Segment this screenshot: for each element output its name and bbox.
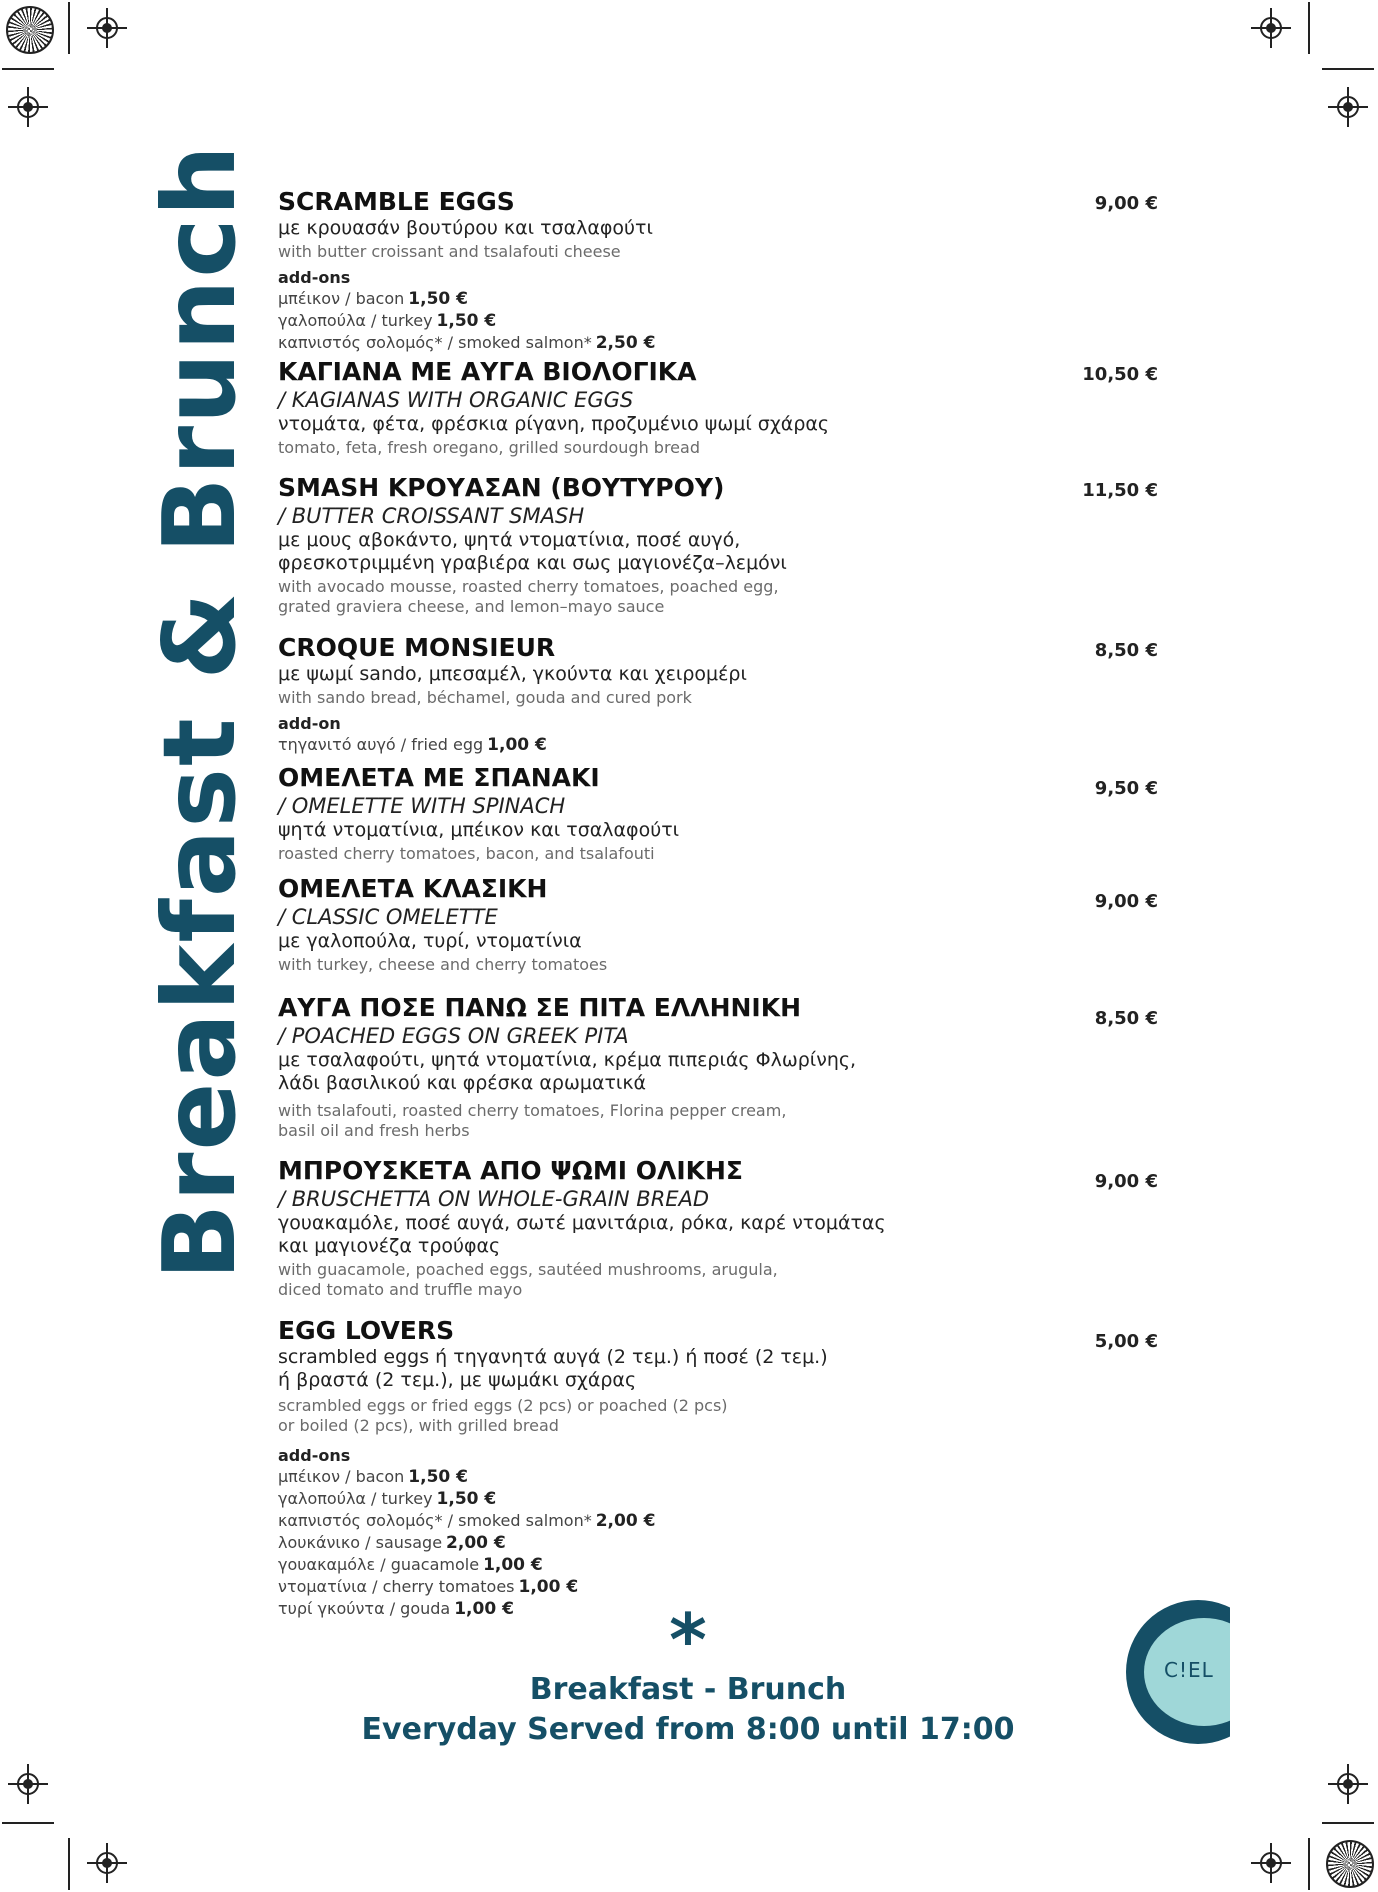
crop-mark [2, 1822, 54, 1824]
item-greek-description: με κρουασάν βουτύρου και τσαλαφούτι [278, 217, 653, 239]
item-price: 10,50 € [1082, 364, 1158, 385]
item-greek-description: ντομάτα, φέτα, φρέσκια ρίγανη, προζυμένιο ψωμί σχάρας [278, 413, 830, 435]
item-price: 9,50 € [1094, 778, 1158, 799]
addon-line: ντοματίνια / cherry tomatoes 1,00 € [278, 1577, 579, 1597]
crosshair-icon [8, 87, 48, 127]
registration-starburst-icon [1326, 1840, 1374, 1888]
addon-line: καπνιστός σολομός* / smoked salmon* 2,50 € [278, 333, 656, 353]
menu-item [278, 763, 918, 864]
item-english-description: with tsalafouti, roasted cherry tomatoes, Florina pepper cream, [278, 1101, 787, 1120]
item-greek-description: με γαλοπούλα, τυρί, ντοματίνια [278, 930, 582, 952]
item-english-description: scrambled eggs or fried eggs (2 pcs) or poached (2 pcs) [278, 1396, 728, 1415]
ciel-logo [1126, 1600, 1230, 1744]
crop-mark [2, 68, 54, 70]
item-greek-description: φρεσκοτριμμένη γραβιέρα και σως μαγιονέζα–λεμόνι [278, 552, 787, 574]
crop-mark [68, 1838, 70, 1890]
item-english-title: / BUTTER CROISSANT SMASH [278, 504, 585, 528]
menu-item [278, 473, 918, 617]
menu-item [278, 187, 918, 354]
item-name: ΜΠΡΟΥΣΚΕΤΑ ΑΠΟ ΨΩΜΙ ΟΛΙΚΗΣ [278, 1156, 743, 1185]
item-price: 9,00 € [1094, 193, 1158, 214]
menu-item [278, 1156, 918, 1300]
menu-item [278, 874, 918, 975]
item-price: 8,50 € [1094, 640, 1158, 661]
item-name: ΟΜΕΛΕΤΑ ΜΕ ΣΠΑΝΑΚΙ [278, 763, 600, 792]
item-greek-description: με τσαλαφούτι, ψητά ντοματίνια, κρέμα πιπεριάς Φλωρίνης, [278, 1049, 857, 1071]
item-name: EGG LOVERS [278, 1316, 455, 1345]
item-english-description: with butter croissant and tsalafouti cheese [278, 242, 621, 261]
logo-text: C!EL [1164, 1658, 1214, 1682]
addon-line: γαλοπούλα / turkey 1,50 € [278, 311, 497, 331]
item-english-description: roasted cherry tomatoes, bacon, and tsalafouti [278, 844, 655, 863]
crop-mark [1322, 1822, 1374, 1824]
addons-heading: add-ons [278, 1446, 351, 1465]
addon-line: γουακαμόλε / guacamole 1,00 € [278, 1555, 543, 1575]
item-greek-description: scrambled eggs ή τηγανητά αυγά (2 τεμ.) ή ποσέ (2 τεμ.) [278, 1346, 828, 1368]
crop-mark [1308, 2, 1310, 54]
menu-item [278, 993, 918, 1141]
crosshair-icon [1251, 1843, 1291, 1883]
item-greek-description: με ψωμί sando, μπεσαμέλ, γκούντα και χειρομέρι [278, 663, 747, 685]
item-greek-description: λάδι βασιλικού και φρέσκα αρωματικά [278, 1072, 647, 1094]
registration-starburst-icon [6, 6, 54, 54]
item-greek-description: γουακαμόλε, ποσέ αυγά, σωτέ μανιτάρια, ρόκα, καρέ ντομάτας [278, 1212, 886, 1234]
item-english-title: / KAGIANAS WITH ORGANIC EGGS [278, 388, 634, 412]
addon-line: λουκάνικο / sausage 2,00 € [278, 1533, 506, 1553]
item-name: CROQUE MONSIEUR [278, 633, 556, 662]
crosshair-icon [1328, 87, 1368, 127]
item-greek-description: και μαγιονέζα τρούφας [278, 1235, 501, 1257]
item-english-description: with turkey, cheese and cherry tomatoes [278, 955, 608, 974]
item-name: SMASH ΚΡΟΥΑΣΑΝ (ΒΟΥΤΥΡΟΥ) [278, 473, 725, 502]
item-greek-description: ή βραστά (2 τεμ.), με ψωμάκι σχάρας [278, 1369, 637, 1391]
crosshair-icon [87, 1843, 127, 1883]
item-english-description: with sando bread, béchamel, gouda and cured pork [278, 688, 692, 707]
item-price: 9,00 € [1094, 891, 1158, 912]
footer-hours: Everyday Served from 8:00 until 17:00 [361, 1712, 1015, 1747]
item-price: 8,50 € [1094, 1008, 1158, 1029]
crop-mark [1308, 1838, 1310, 1890]
crosshair-icon [1251, 8, 1291, 48]
item-name: SCRAMBLE EGGS [278, 187, 515, 216]
addons-heading: add-on [278, 714, 341, 733]
item-english-description: with avocado mousse, roasted cherry tomatoes, poached egg, [278, 577, 779, 596]
item-english-description: diced tomato and truffle mayo [278, 1280, 523, 1299]
item-english-description: or boiled (2 pcs), with grilled bread [278, 1416, 559, 1435]
menu-item [278, 1316, 918, 1620]
item-price: 11,50 € [1082, 480, 1158, 501]
item-english-description: grated graviera cheese, and lemon–mayo sauce [278, 597, 665, 616]
item-english-title: / BRUSCHETTA ON WHOLE-GRAIN BREAD [278, 1187, 710, 1211]
page-title: Breakfast & Brunch [141, 143, 258, 1280]
addon-line: καπνιστός σολομός* / smoked salmon* 2,00 € [278, 1511, 656, 1531]
addon-line: τυρί γκούντα / gouda 1,00 € [278, 1599, 514, 1619]
crosshair-icon [8, 1764, 48, 1804]
crosshair-icon [87, 8, 127, 48]
addon-line: μπέικον / bacon 1,50 € [278, 1467, 468, 1487]
addon-line: τηγανιτό αυγό / fried egg 1,00 € [278, 735, 547, 755]
crosshair-icon [1328, 1764, 1368, 1804]
item-name: ΑΥΓΑ ΠΟΣΕ ΠΑΝΩ ΣΕ ΠΙΤΑ ΕΛΛΗΝΙΚΗ [278, 993, 802, 1022]
asterisk-icon: * [669, 1598, 707, 1682]
menu-item [278, 357, 918, 458]
item-english-title: / OMELETTE WITH SPINACH [278, 794, 566, 818]
item-greek-description: με μους αβοκάντο, ψητά ντοματίνια, ποσέ αυγό, [278, 529, 741, 551]
addons-heading: add-ons [278, 268, 351, 287]
item-price: 5,00 € [1094, 1331, 1158, 1352]
item-english-description: basil oil and fresh herbs [278, 1121, 470, 1140]
menu-item [278, 633, 918, 756]
item-name: ΚΑΓΙΑΝΑ ΜΕ ΑΥΓΑ ΒΙΟΛΟΓΙΚΑ [278, 357, 697, 386]
item-price: 9,00 € [1094, 1171, 1158, 1192]
item-english-description: with guacamole, poached eggs, sautéed mushrooms, arugula, [278, 1260, 778, 1279]
item-name: ΟΜΕΛΕΤΑ ΚΛΑΣΙΚΗ [278, 874, 548, 903]
item-english-description: tomato, feta, fresh oregano, grilled sourdough bread [278, 438, 700, 457]
item-english-title: / POACHED EGGS ON GREEK PITA [278, 1024, 629, 1048]
crop-mark [1322, 68, 1374, 70]
addon-line: γαλοπούλα / turkey 1,50 € [278, 1489, 497, 1509]
footer-title: Breakfast - Brunch [529, 1672, 847, 1707]
item-greek-description: ψητά ντοματίνια, μπέικον και τσαλαφούτι [278, 819, 680, 841]
addon-line: μπέικον / bacon 1,50 € [278, 289, 468, 309]
item-english-title: / CLASSIC OMELETTE [278, 905, 498, 929]
crop-mark [68, 2, 70, 54]
